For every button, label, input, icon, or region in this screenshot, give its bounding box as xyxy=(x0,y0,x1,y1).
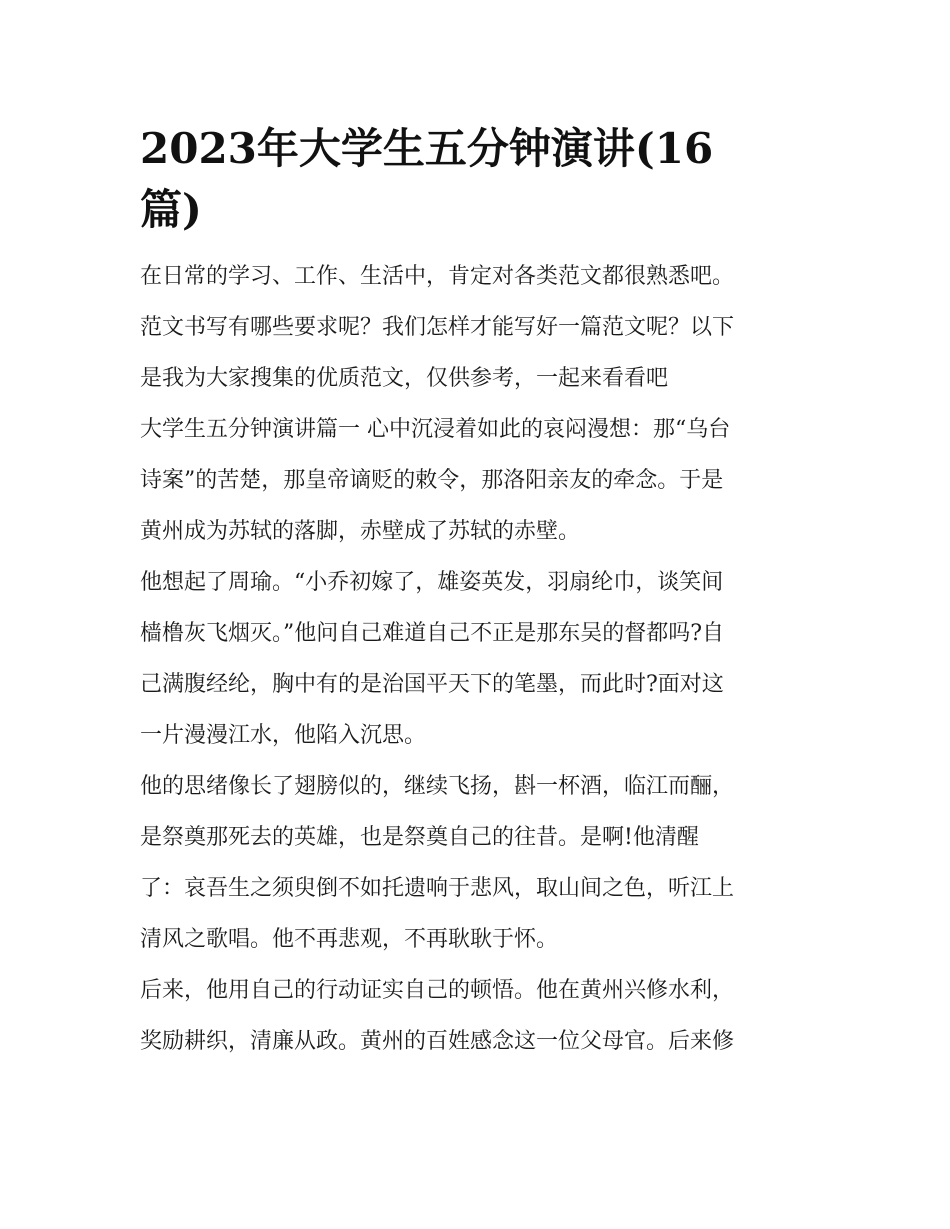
text-line: 在日常的学习、工作、生活中，肯定对各类范文都很熟悉吧。 xyxy=(140,264,735,289)
document-body xyxy=(140,251,812,1067)
paragraph-speech-one xyxy=(140,404,812,557)
title-line: 2023年大学生五分钟演讲(16 xyxy=(140,124,714,173)
text-line: 樯橹灰飞烟灭。”他问自己难道自己不正是那东吴的督都吗?自 xyxy=(140,621,725,646)
paragraph-zhou-yu xyxy=(140,557,812,761)
document-title xyxy=(140,118,812,240)
text-line: 了：哀吾生之须臾倒不如托遗响于悲风，取山间之色，听江上 xyxy=(140,876,735,901)
text-line: 是祭奠那死去的英雄，也是祭奠自己的往昔。是啊!他清醒 xyxy=(140,825,699,850)
text-line: 一片漫漫江水，他陷入沉思。 xyxy=(140,723,427,748)
paragraph-intro xyxy=(140,251,812,404)
text-line: 后来，他用自己的行动证实自己的顿悟。他在黄州兴修水利， xyxy=(140,978,735,1003)
text-line: 诗案”的苦楚，那皇帝谪贬的敕令，那洛阳亲友的牵念。于是 xyxy=(140,468,724,493)
paragraph-thoughts xyxy=(140,761,812,965)
text-line: 范文书写有哪些要求呢？我们怎样才能写好一篇范文呢？以下 xyxy=(140,315,735,340)
document-page xyxy=(140,118,812,1067)
text-line: 他的思绪像长了翅膀似的，继续飞扬，斟一杯酒，临江而酾， xyxy=(140,774,735,799)
text-line: 己满腹经纶，胸中有的是治国平天下的笔墨，而此时?面对这 xyxy=(140,672,724,697)
text-line: 大学生五分钟演讲篇一 心中沉浸着如此的哀闷漫想：那“乌台 xyxy=(140,417,731,442)
text-line: 他想起了周瑜。“小乔初嫁了，雄姿英发，羽扇纶巾，谈笑间 xyxy=(140,570,724,595)
title-line: 篇) xyxy=(140,185,202,234)
text-line: 清风之歌唱。他不再悲观，不再耿耿于怀。 xyxy=(140,927,559,952)
text-line: 黄州成为苏轼的落脚，赤壁成了苏轼的赤壁。 xyxy=(140,519,581,544)
text-line: 是我为大家搜集的优质范文，仅供参考，一起来看看吧 xyxy=(140,366,669,391)
paragraph-later xyxy=(140,965,812,1067)
text-line: 奖励耕织，清廉从政。黄州的百姓感念这一位父母官。后来修 xyxy=(140,1029,735,1054)
